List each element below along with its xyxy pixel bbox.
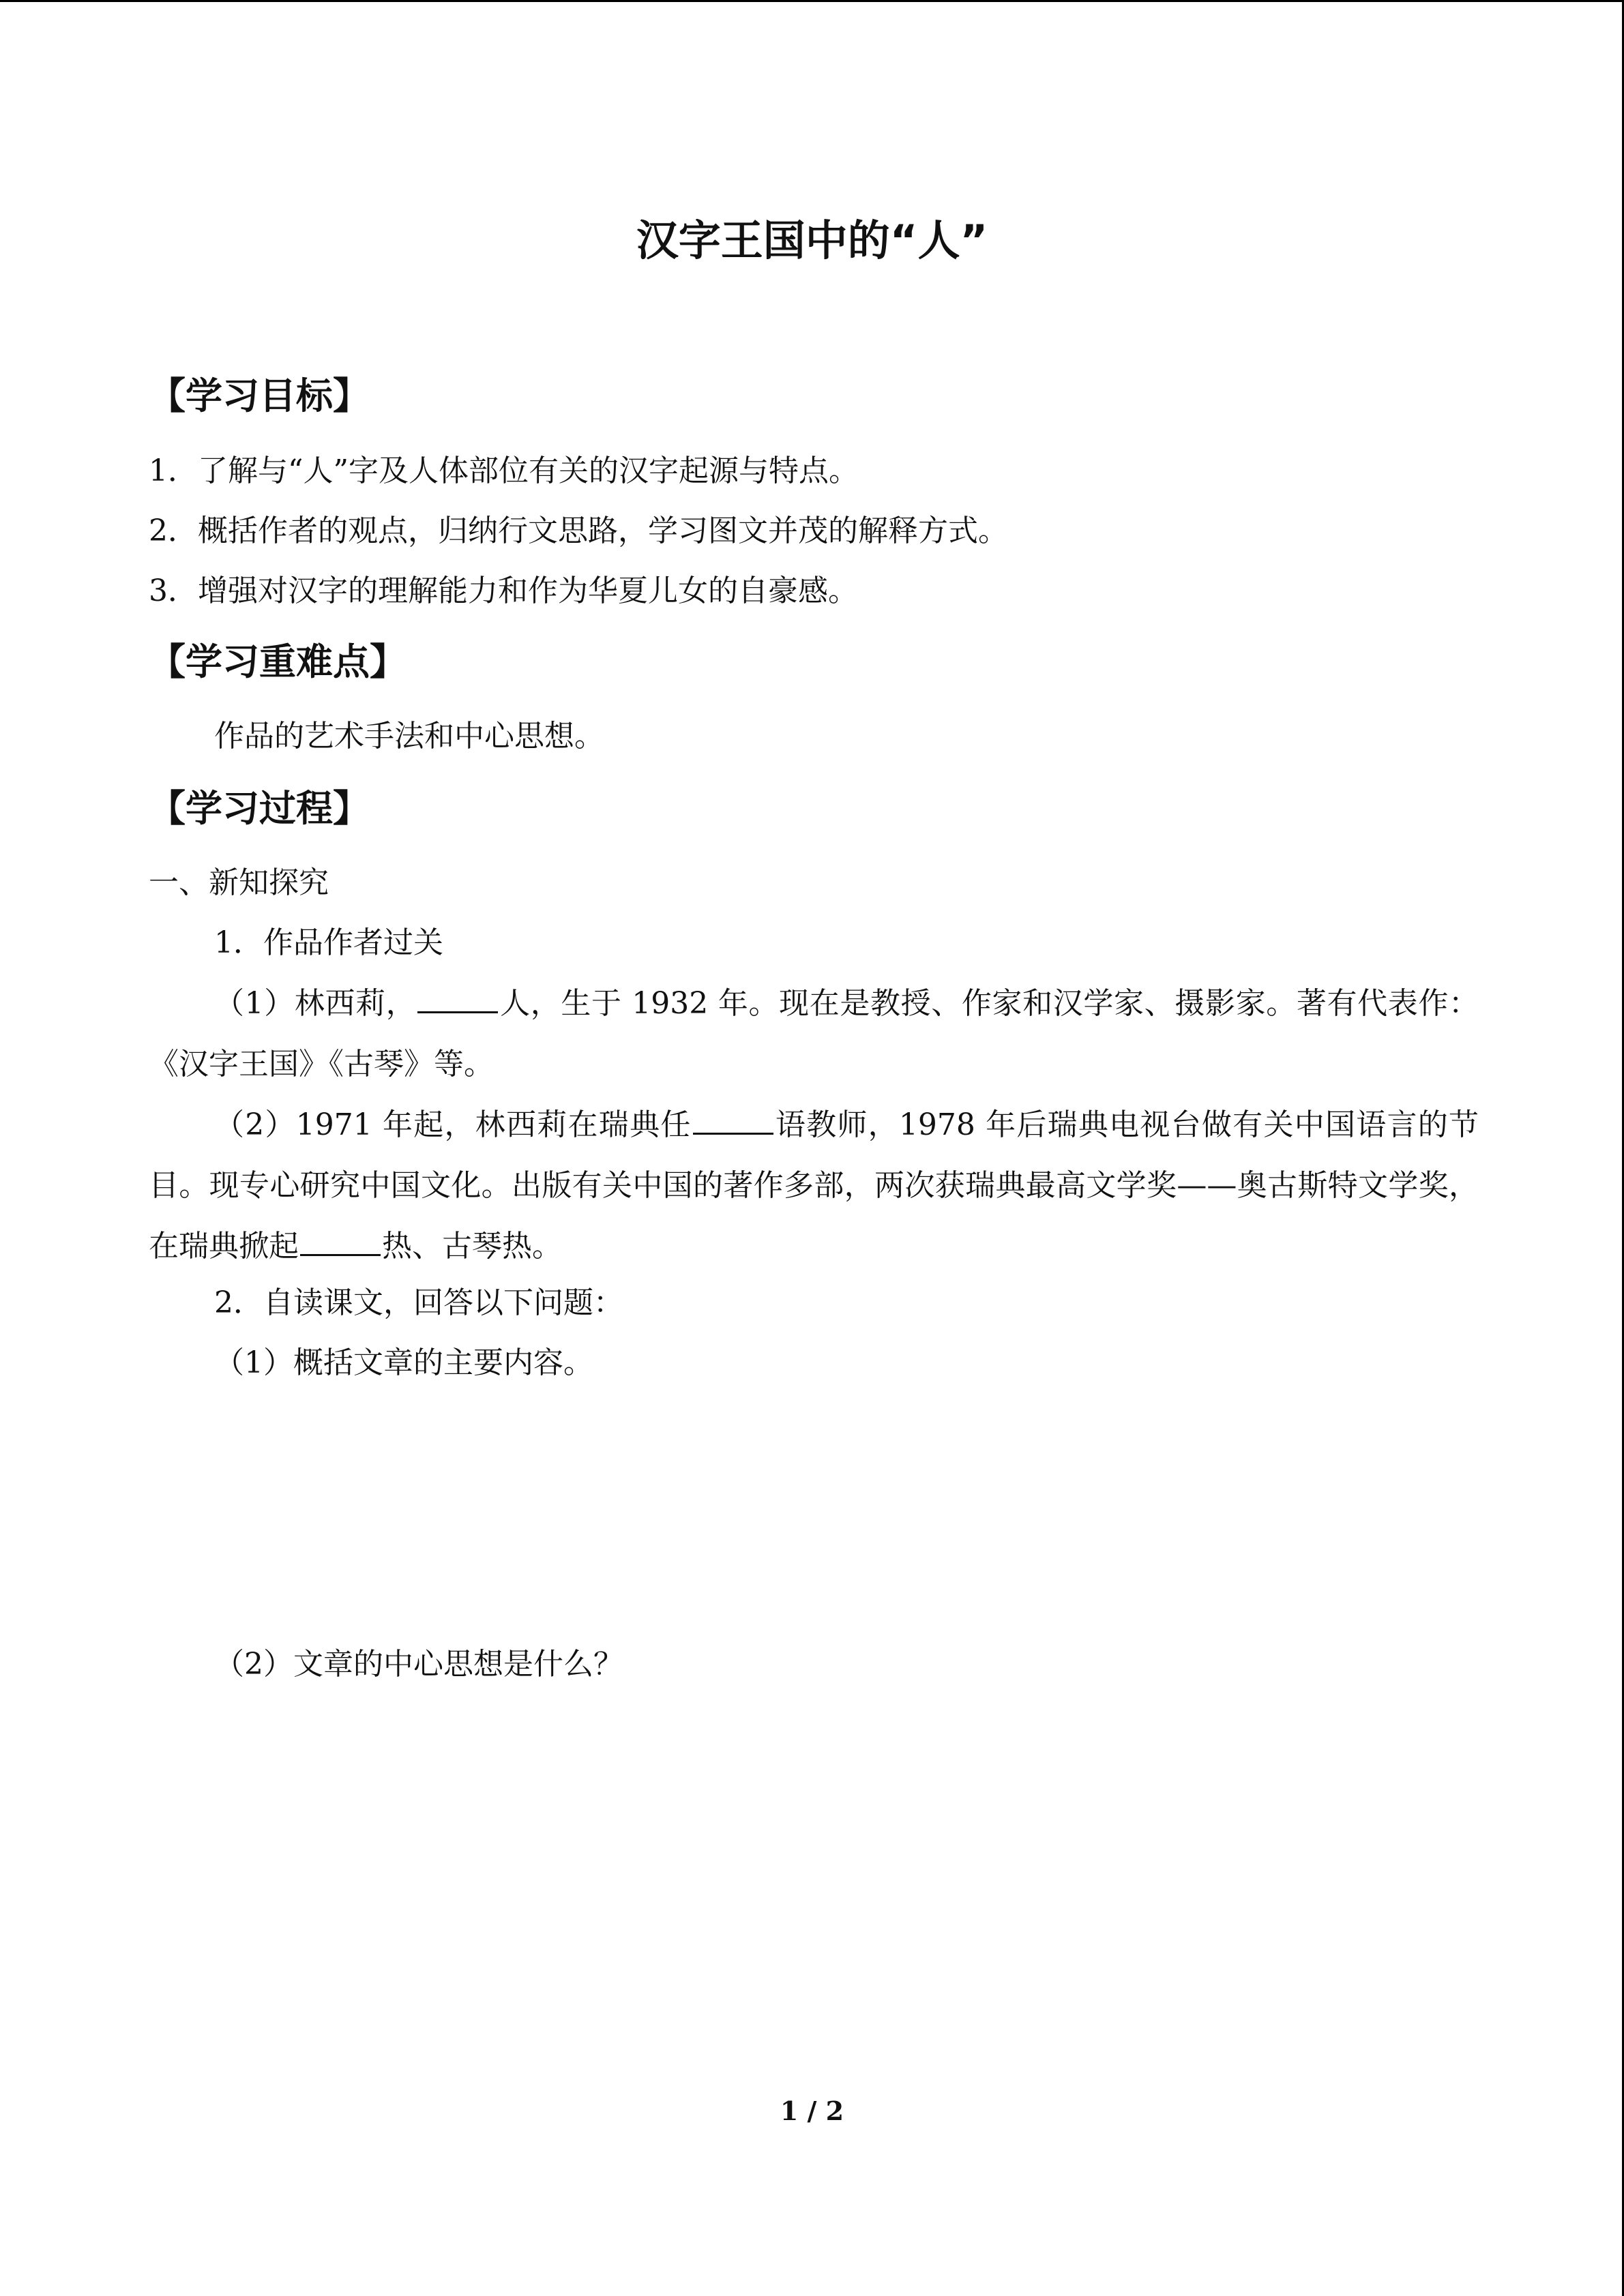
q1-item-2 [149,1094,1479,1277]
key-points-heading: 【学习重难点】 [149,640,407,683]
process-heading: 【学习过程】 [149,787,370,830]
fill-blank-2[interactable] [693,1105,773,1135]
objective-item-2: 2．概括作者的观点，归纳行文思路，学习图文并茂的解释方式。 [149,513,1008,548]
q1-title: 1．作品作者过关 [214,925,443,960]
q1-item-2-before: （2）1971 年起，林西莉在瑞典任 [214,1107,692,1142]
fill-blank-1[interactable] [417,984,498,1013]
q1-item-1 [149,973,1479,1094]
objectives-heading: 【学习目标】 [149,374,370,417]
q1-item-2-after: 热、古琴热。 [382,1229,562,1264]
key-points-text: 作品的艺术手法和中心思想。 [214,719,604,754]
q1-item-1-after: 人，生于 1932 年。现在是教授、作家和汉学家、摄影家。著有代表作：《汉字王国》《古琴》等。 [149,986,1479,1082]
q1-item-1-before: （1）林西莉， [214,986,417,1021]
page-number: 1 / 2 [780,2096,844,2126]
objective-item-1: 1．了解与“人”字及人体部位有关的汉字起源与特点。 [149,453,859,488]
q2-title: 2．自读课文，回答以下问题： [214,1285,623,1320]
q2-item-1: （1）概括文章的主要内容。 [214,1345,593,1380]
q1-item-2-middle: 语教师，1978 年后瑞典电视台做有关中国语言的节目。现专心研究中国文化。出版有关中国的著作多部，两次获瑞典最高文学奖——奥古斯特文学奖，在瑞典掀起 [149,1107,1479,1264]
fill-blank-3[interactable] [300,1227,381,1256]
part1-title: 一、新知探究 [149,865,329,900]
q2-item-2: （2）文章的中心思想是什么？ [214,1647,623,1682]
objective-item-3: 3．增强对汉字的理解能力和作为华夏儿女的自豪感。 [149,573,858,608]
page-title: 汉字王国中的“人” [636,215,988,265]
